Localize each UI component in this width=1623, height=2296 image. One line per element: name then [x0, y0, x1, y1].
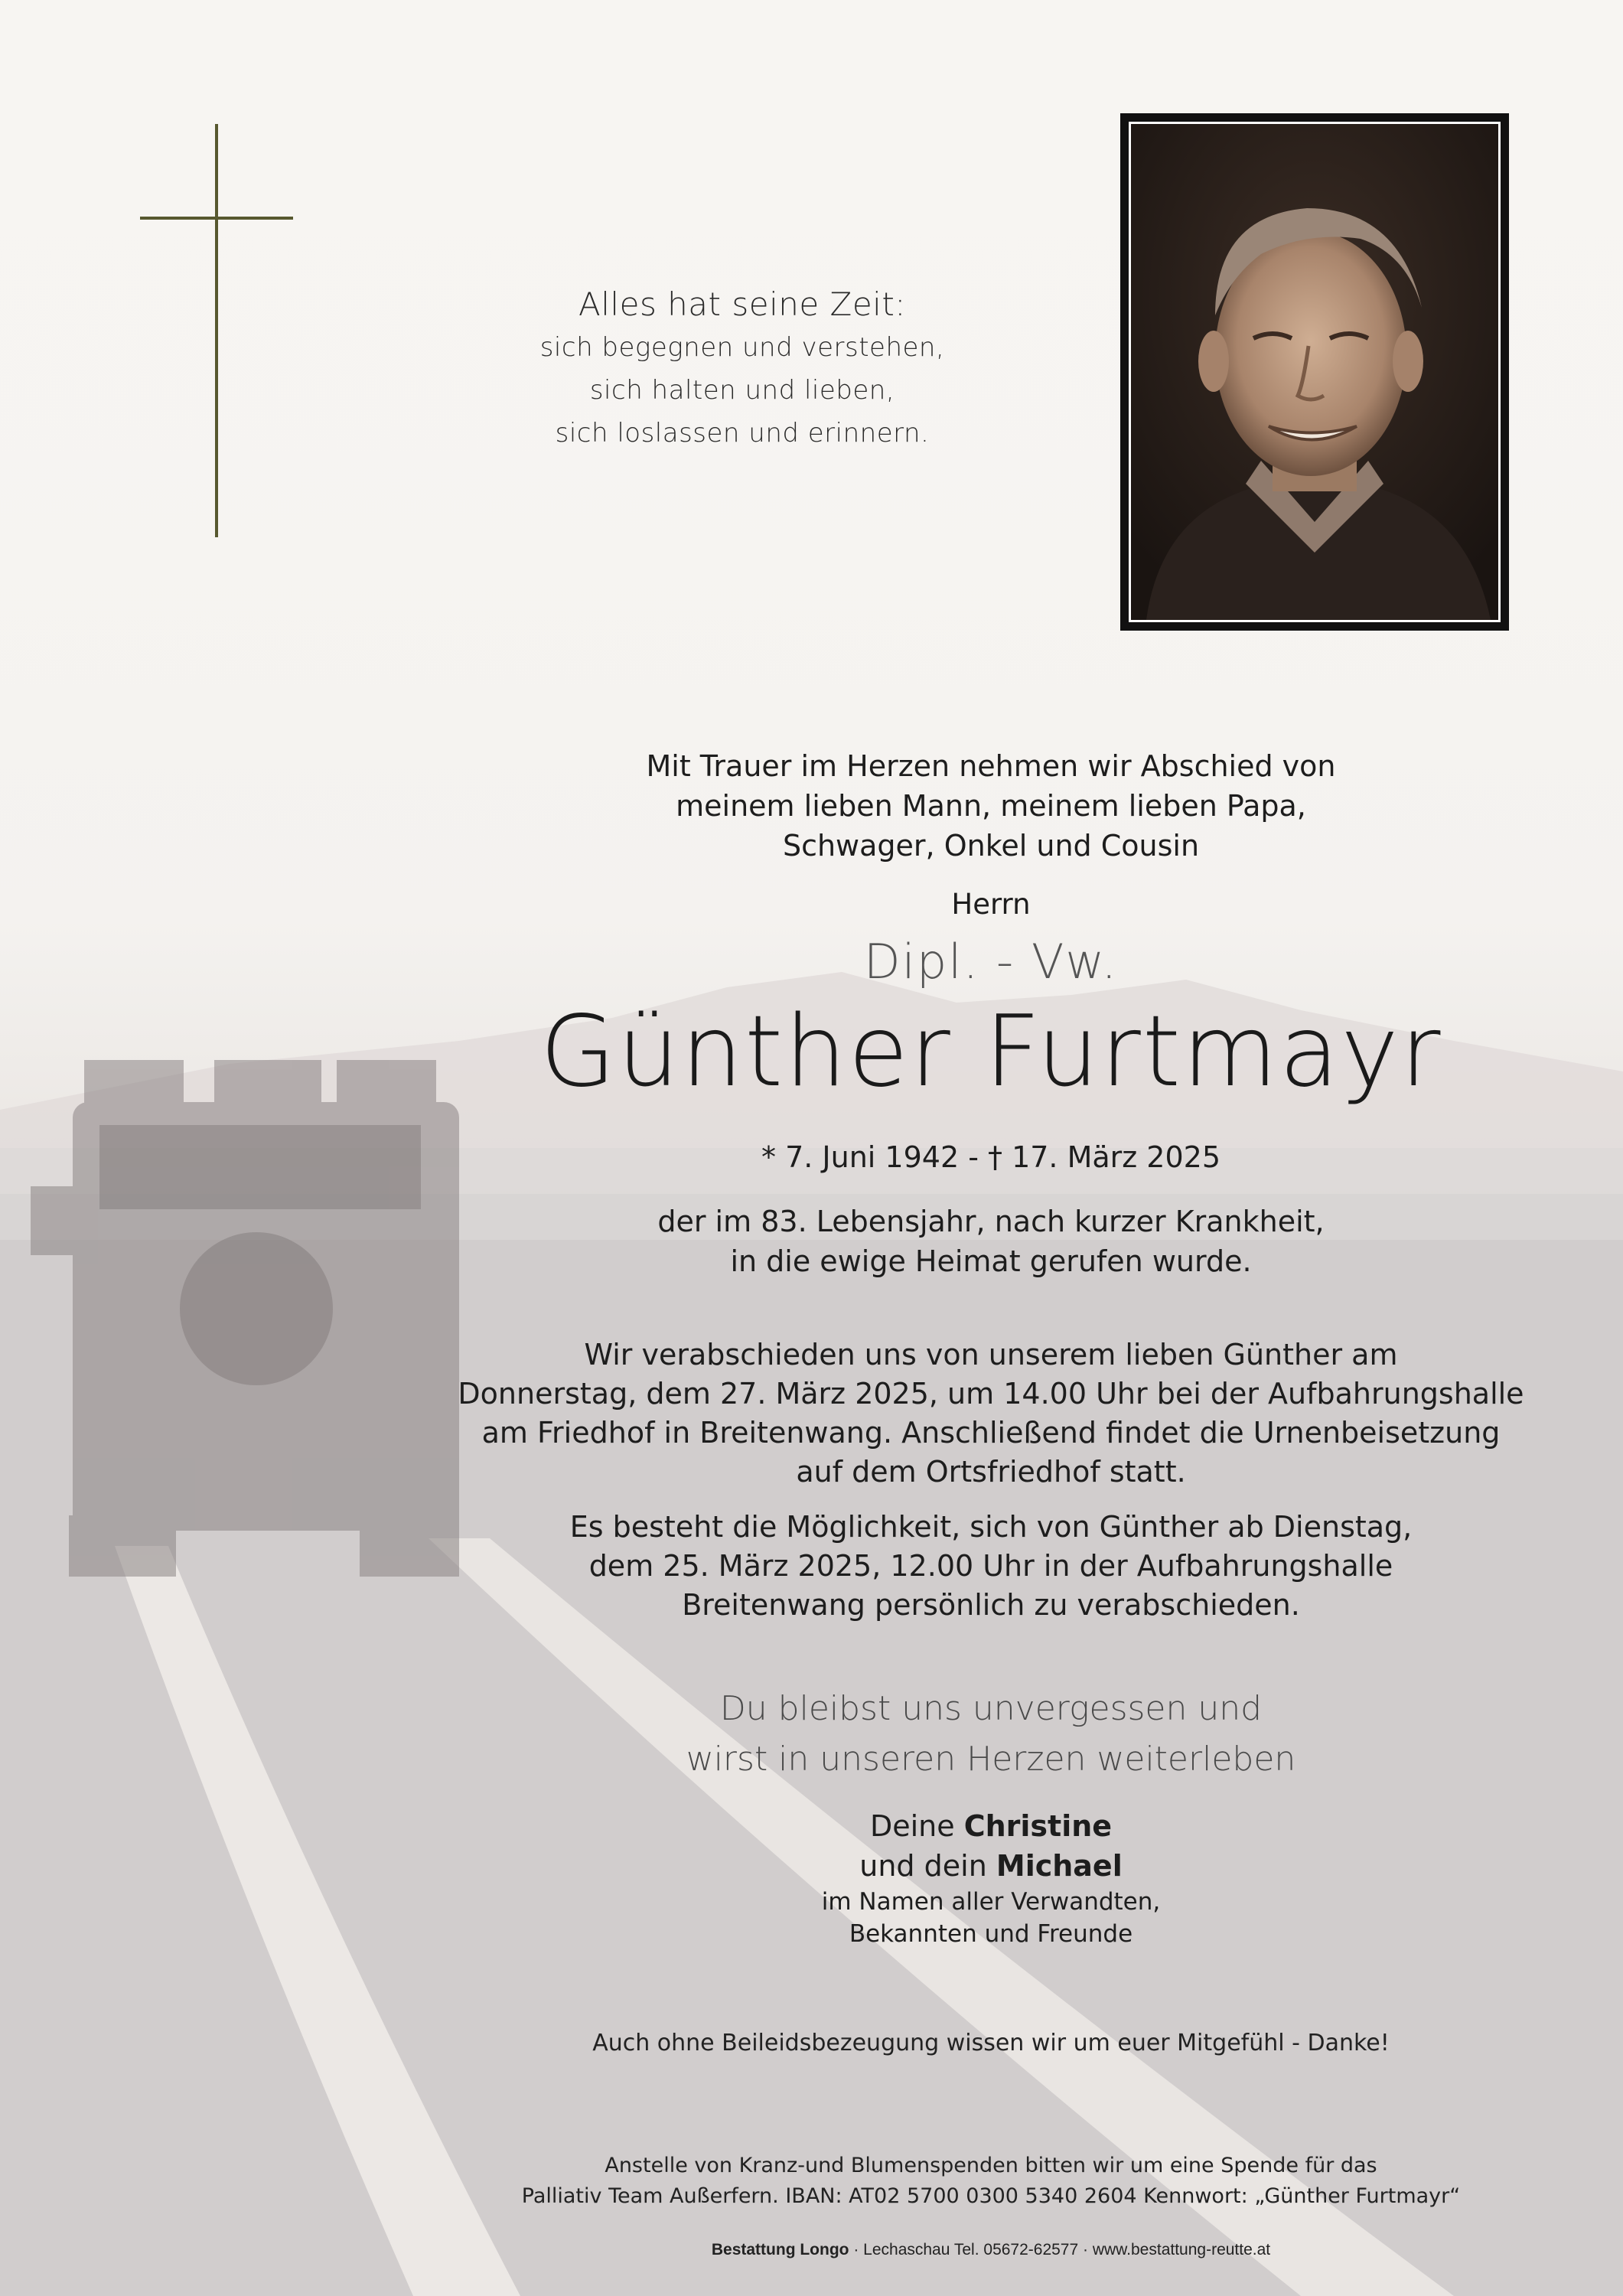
life-dates: * 7. Juni 1942 - † 17. März 2025 [761, 1140, 1221, 1174]
signoff-name-christine: Christine [963, 1809, 1113, 1843]
poem-line: Alles hat seine Zeit: [578, 285, 906, 323]
deceased-name: Günther Furtmayr [539, 995, 1442, 1109]
viewing-text [429, 1508, 1553, 1625]
donation-note [429, 2151, 1553, 2212]
portrait-photo [1120, 113, 1509, 631]
poem-line: sich loslassen und erinnern. [555, 418, 930, 448]
age-line: der im 83. Lebensjahr, nach kurzer Krankheit, [657, 1205, 1325, 1238]
farewell-line: Donnerstag, dem 27. März 2025, um 14.00 Uhr bei der Aufbahrungshalle [458, 1377, 1524, 1411]
academic-title: Dipl. - Vw. [863, 934, 1119, 990]
funeral-home-name: Bestattung Longo [711, 2241, 849, 2258]
remembrance-line: Du bleibst uns unvergessen und [719, 1689, 1263, 1728]
cross-icon-horizontal [140, 217, 293, 220]
poem [474, 283, 1010, 455]
cross-icon-vertical [215, 124, 218, 537]
donation-line: Anstelle von Kranz-und Blumenspenden bitten wir um eine Spende für das [605, 2154, 1377, 2177]
funeral-home-details: · Lechaschau Tel. 05672-62577 · www.bestattung-reutte.at [849, 2241, 1271, 2258]
age-text [536, 1202, 1446, 1281]
poem-line: sich halten und lieben, [589, 375, 895, 406]
signoff [536, 1806, 1446, 1950]
signoff-line-2 [536, 1846, 1446, 1886]
farewell-text [429, 1336, 1553, 1492]
signoff-prefix: Deine [869, 1809, 955, 1843]
funeral-home-footer [429, 2241, 1553, 2259]
signoff-line-1 [536, 1806, 1446, 1846]
intro-line: Schwager, Onkel und Cousin [782, 829, 1200, 863]
signoff-line-4: Bekannten und Freunde [849, 1920, 1133, 1948]
intro-line: Mit Trauer im Herzen nehmen wir Abschied von [646, 749, 1336, 783]
viewing-line: Es besteht die Möglichkeit, sich von Günther ab Dienstag, [569, 1510, 1413, 1544]
farewell-line: auf dem Ortsfriedhof statt. [796, 1455, 1186, 1489]
intro-line: meinem lieben Mann, meinem lieben Papa, [676, 789, 1306, 823]
intro-text [536, 746, 1446, 866]
salutation: Herrn [951, 888, 1031, 921]
viewing-line: Breitenwang persönlich zu verabschieden. [682, 1588, 1300, 1622]
signoff-prefix: und dein [859, 1849, 987, 1883]
remembrance-line: wirst in unseren Herzen weiterleben [686, 1740, 1296, 1779]
farewell-line: Wir verabschieden uns von unserem lieben Günther am [584, 1338, 1398, 1371]
remembrance-quote [536, 1684, 1446, 1785]
signoff-name-michael: Michael [996, 1849, 1123, 1883]
thanks-note: Auch ohne Beileidsbezeugung wissen wir um euer Mitgefühl - Danke! [592, 2030, 1390, 2056]
age-line: in die ewige Heimat gerufen wurde. [730, 1244, 1252, 1278]
viewing-line: dem 25. März 2025, 12.00 Uhr in der Aufbahrungshalle [588, 1549, 1393, 1583]
donation-line: Palliativ Team Außerfern. IBAN: AT02 5700 0300 5340 2604 Kennwort: „Günther Furtmayr“ [521, 2184, 1461, 2208]
portrait-image [1129, 122, 1501, 622]
poem-line: sich begegnen und verstehen, [539, 332, 945, 363]
farewell-line: am Friedhof in Breitenwang. Anschließend findet die Urnenbeisetzung [481, 1416, 1501, 1450]
signoff-line-3: im Namen aller Verwandten, [821, 1888, 1161, 1916]
